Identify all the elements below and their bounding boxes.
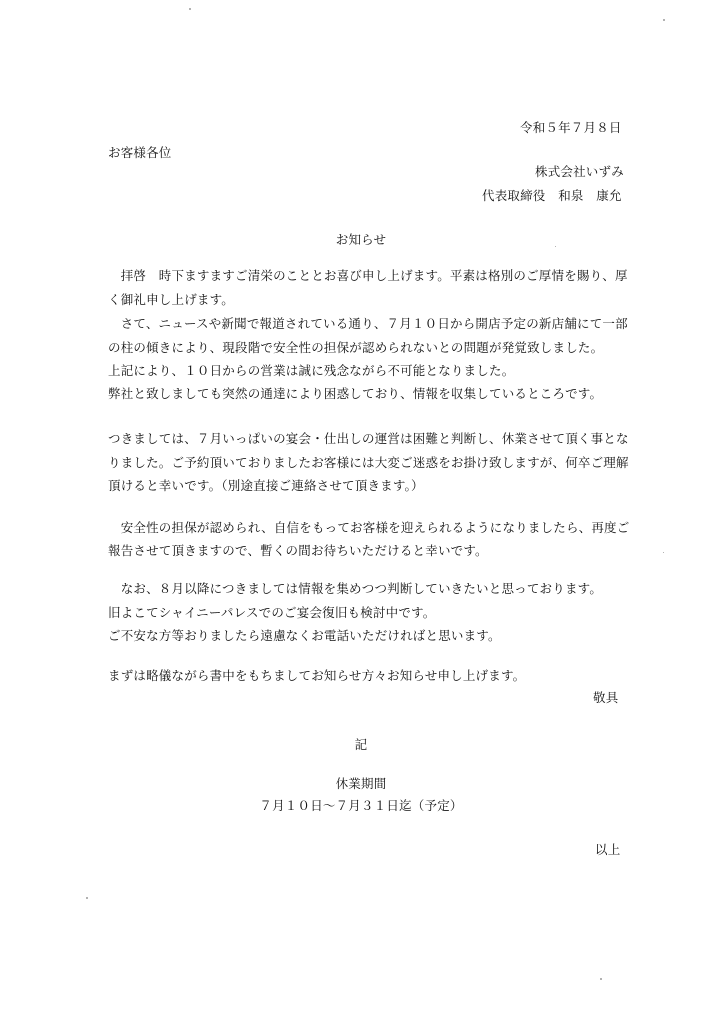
body-line: の柱の傾きにより、現段階で安全性の担保が認められないとの問題が発覚致しました。 (108, 340, 604, 355)
body-line: つきましては、７月いっぱいの宴会・仕出しの運営は困難と判断し、休業させて頂く事とな (108, 431, 629, 446)
ki-heading: 記 (354, 737, 368, 752)
body-line: 報告させて頂きますので、暫くの間お待ちいただけると幸いです。 (108, 543, 488, 558)
body-line: なお、８月以降につきましては情報を集めつつ判断していきたいと思っております。 (108, 581, 603, 596)
body-line: ご不安な方等おりましたら遠慮なくお電話いただければと思います。 (108, 628, 501, 643)
scan-speck (86, 897, 88, 899)
representative-name: 代表取締役 和泉 康允 (482, 188, 622, 203)
letter-recipient: お客様各位 (108, 145, 172, 160)
scan-speck (555, 246, 556, 247)
body-line: 旧よこてシャイニーパレスでのご宴会復旧も検討中です。 (108, 605, 436, 620)
body-line: さて、ニュースや新聞で報道されている通り、７月１０日から開店予定の新店舗にて一部 (108, 316, 628, 331)
body-line: 上記により、１０日からの営業は誠に残念ながら不可能となりました。 (108, 363, 515, 378)
closing-keigu: 敬具 (593, 690, 619, 705)
company-name: 株式会社いずみ (535, 164, 624, 179)
scan-speck (663, 552, 664, 553)
end-mark: 以上 (595, 842, 621, 857)
closure-period-label: 休業期間 (335, 776, 387, 791)
scan-speck (189, 8, 191, 10)
body-line: 頂けると幸いです。（別途直接ご連絡させて頂きます。） (108, 478, 424, 493)
notice-title: お知らせ (335, 232, 387, 247)
scan-speck (663, 19, 665, 21)
body-line: く御礼申し上げます。 (108, 292, 235, 307)
body-line: りました。ご予約頂いておりましたお客様には大変ご迷惑をお掛け致しますが、何卒ご理解 (108, 455, 629, 470)
body-line: 拝啓 時下ますますご清栄のこととお喜び申し上げます。平素は格別のご厚情を賜り、厚 (108, 268, 628, 283)
body-line: 安全性の担保が認められ、自信をもってお客様を迎えられるようになりましたら、再度ご (108, 520, 630, 535)
scan-speck (600, 978, 602, 980)
closure-period-value: ７月１０日～７月３１日迄（予定） (259, 798, 463, 813)
letter-date: 令和５年７月８日 (520, 120, 622, 135)
body-line: 弊社と致しましても突然の通達により困惑しており、情報を収集しているところです。 (108, 386, 603, 401)
body-line: まずは略儀ながら書中をもちましてお知らせ方々お知らせ申し上げます。 (108, 668, 526, 683)
